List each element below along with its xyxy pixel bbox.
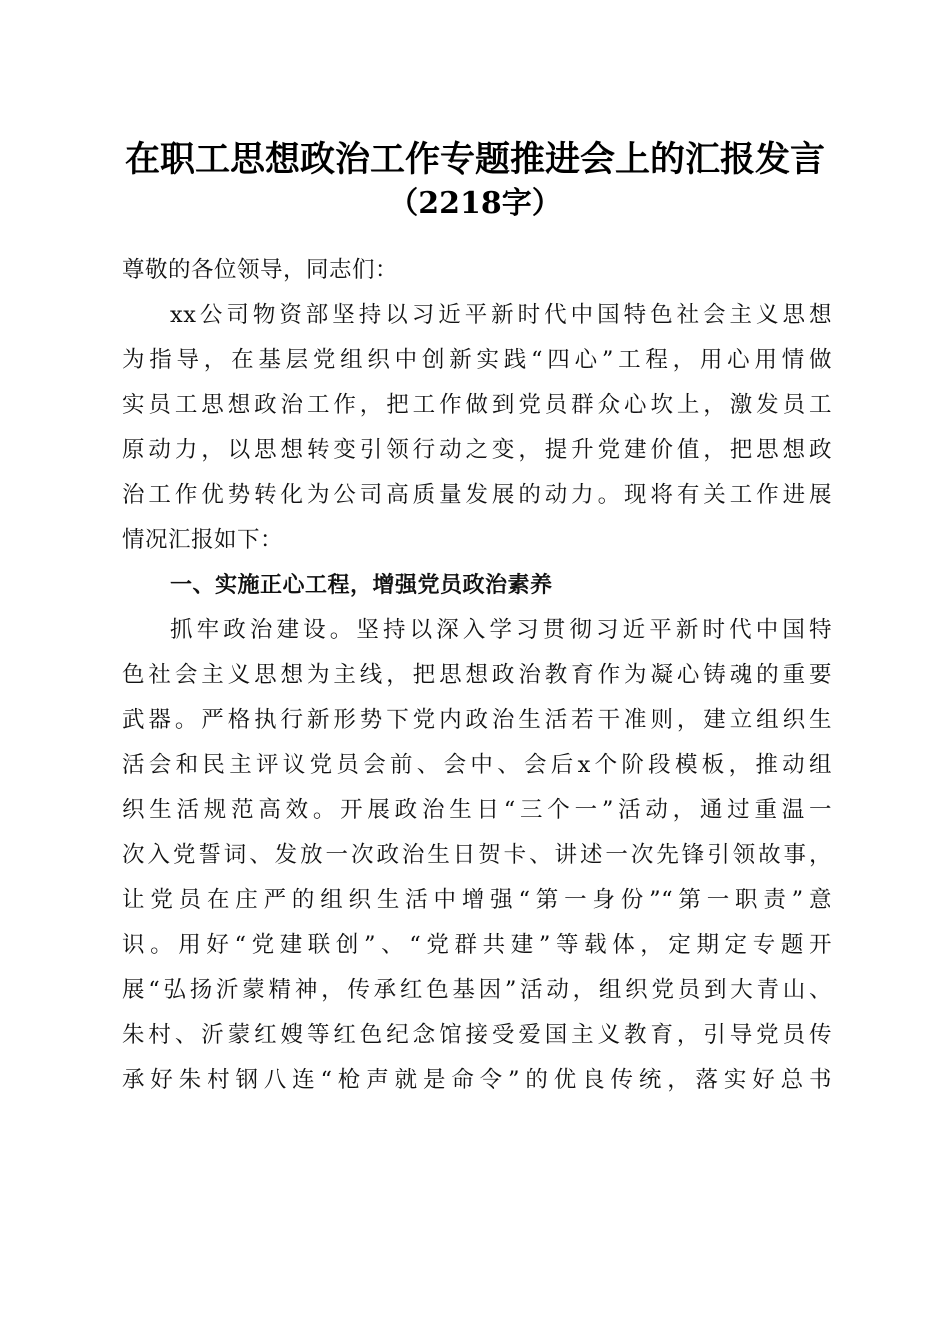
intro-line: 为指导，在基层党组织中创新实践“四心”工程，用心用情做: [122, 347, 832, 373]
section-line: 让党员在庄严的组织生活中增强“第一身份”“第一职责”意: [122, 887, 832, 913]
section-line: 次入党誓词、发放一次政治生日贺卡、讲述一次先锋引领故事，: [122, 842, 832, 868]
intro-line: 情况汇报如下：: [122, 527, 284, 553]
intro-line: 原动力，以思想转变引领行动之变，提升党建价值，把思想政: [122, 437, 832, 463]
section-line: 武器。严格执行新形势下党内政治生活若干准则，建立组织生: [122, 707, 832, 733]
intro-line: xx公司物资部坚持以习近平新时代中国特色社会主义思想: [170, 302, 832, 328]
section-line: 织生活规范高效。开展政治生日“三个一”活动，通过重温一: [122, 797, 832, 823]
intro-line: 实员工思想政治工作，把工作做到党员群众心坎上，激发员工: [122, 392, 832, 418]
section-line: 色社会主义思想为主线，把思想政治教育作为凝心铸魂的重要: [122, 662, 832, 688]
document-title: 在职工思想政治工作专题推进会上的汇报发言: [124, 139, 825, 180]
section-line: 识。用好“党建联创”、“党群共建”等载体，定期定专题开: [122, 932, 832, 958]
document-title-wordcount: （2218字）: [388, 186, 562, 221]
intro-line: 治工作优势转化为公司高质量发展的动力。现将有关工作进展: [122, 482, 832, 508]
section-line: 抓牢政治建设。坚持以深入学习贯彻习近平新时代中国特: [170, 617, 832, 643]
section-line: 展“弘扬沂蒙精神，传承红色基因”活动，组织党员到大青山、: [122, 977, 832, 1003]
section-line: 活会和民主评议党员会前、会中、会后x个阶段模板，推动组: [122, 752, 832, 778]
section-line: 承好朱村钢八连“枪声就是命令”的优良传统，落实好总书: [122, 1067, 832, 1093]
section-heading: 一、实施正心工程，增强党员政治素养: [170, 573, 553, 598]
salutation: 尊敬的各位领导，同志们：: [122, 257, 399, 283]
section-line: 朱村、沂蒙红嫂等红色纪念馆接受爱国主义教育，引导党员传: [122, 1022, 832, 1048]
document-body: [122, 250, 832, 1103]
